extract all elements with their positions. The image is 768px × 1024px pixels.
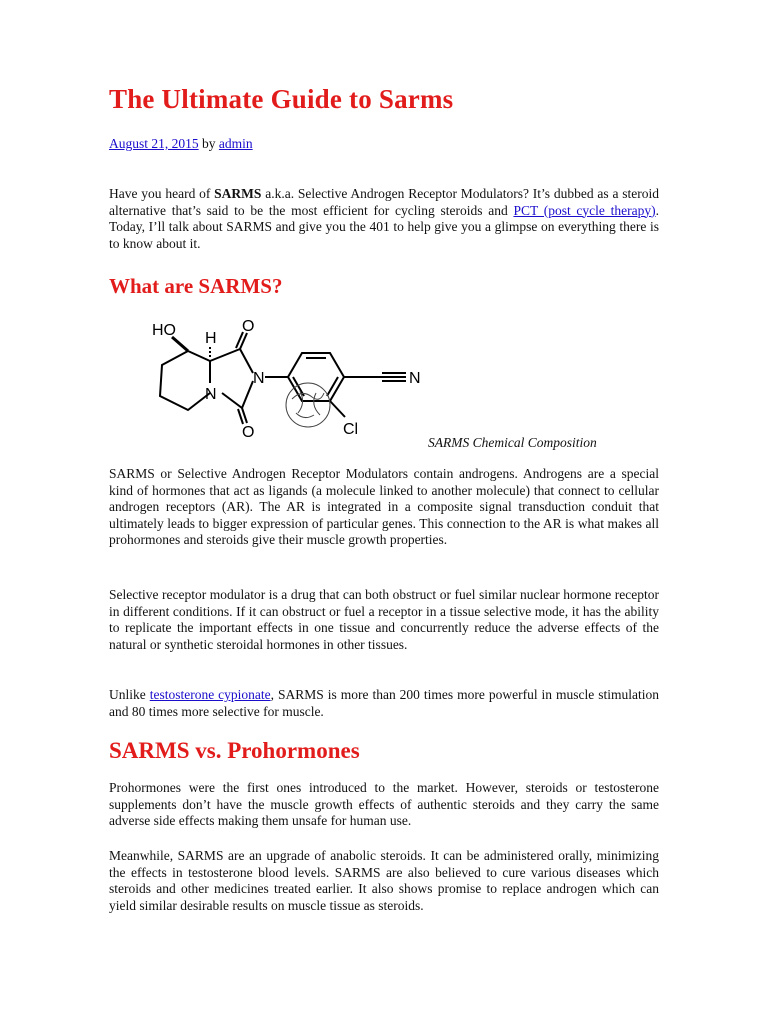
article-title: The Ultimate Guide to Sarms	[109, 84, 454, 114]
figure-caption: SARMS Chemical Composition	[428, 435, 597, 450]
label-n-ring: N	[253, 370, 265, 387]
pct-link[interactable]: PCT (post cycle therapy)	[513, 202, 656, 218]
what3-text-2: , SARMS is more than 200 times more powerful in muscle stimulation and 80 times more selective for muscle.	[109, 687, 659, 719]
paragraph-what-2: Selective receptor modulator is a drug that can both obstruct or fuel similar nuclear hormone receptor in different conditions. If it can obstruct or fuel a receptor in a tissue selective mode, it has the ability to replicate the important effects in one tissue and concurrently reduce the adverse effects of the natural or synthetic steroidal hormones in other tissues.	[109, 587, 659, 652]
paragraph-what-1: SARMS or Selective Androgen Receptor Modulators contain androgens. Androgens are a special kind of hormones that act as ligands (a molecule linked to another molecule) that connect to cellular androgen receptors (AR). The AR is integrated in a composite signal transduction conduit that ultimately leads to bigger expression of particular genes. This connection to the AR is what makes all prohormones and steroids give their muscle growth properties.	[109, 466, 659, 548]
intro-paragraph	[109, 186, 659, 252]
post-date-link[interactable]: August 21, 2015	[109, 136, 199, 151]
intro-text-1: Have you heard of	[109, 186, 215, 201]
label-n-nitrile: N	[409, 370, 421, 387]
heading-what-are-sarms: What are SARMS?	[109, 274, 283, 298]
label-h: H	[205, 330, 217, 347]
intro-text-2: a.k.a. Selective Androgen Receptor Modulators? It’s dubbed as a steroid alternative that’s said to be the most efficient for cycling steroids and	[109, 186, 659, 218]
paragraph-what-3	[109, 687, 659, 720]
intro-text-3: . Today, I’ll talk about SARMS and give you the 401 to help give you a glimpse on everything there is to know about it.	[109, 202, 659, 251]
post-meta	[109, 136, 253, 152]
label-n-bottom: N	[205, 386, 217, 403]
byline-text: by	[198, 136, 219, 151]
label-ho: HO	[152, 322, 176, 339]
label-o-bottom: O	[242, 424, 255, 441]
intro-bold-sarms: SARMS	[214, 186, 262, 201]
what3-text-1: Unlike	[109, 687, 150, 702]
heading-sarms-vs-prohormones: SARMS vs. Prohormones	[109, 738, 360, 763]
label-o-top: O	[242, 318, 255, 335]
paragraph-vs-1: Prohormones were the first ones introduced to the market. However, steroids or testosterone supplements don’t have the muscle growth effects of authentic steroids and they carry the same adverse side effects making them unsafe for human use.	[109, 780, 659, 829]
label-cl: Cl	[343, 421, 359, 438]
testosterone-cypionate-link[interactable]: testosterone cypionate	[149, 687, 271, 702]
paragraph-vs-2: Meanwhile, SARMS are an upgrade of anabolic steroids. It can be administered orally, minimizing the effects in testosterone blood levels. SARMS are also believed to cure various diseases which steroids and other medicines treated earlier. It also shows promise to replace androgen which can yield similar desirable results on muscle tissue as steroids.	[109, 848, 659, 913]
author-link[interactable]: admin	[218, 136, 253, 151]
chemical-structure-image	[150, 313, 440, 443]
